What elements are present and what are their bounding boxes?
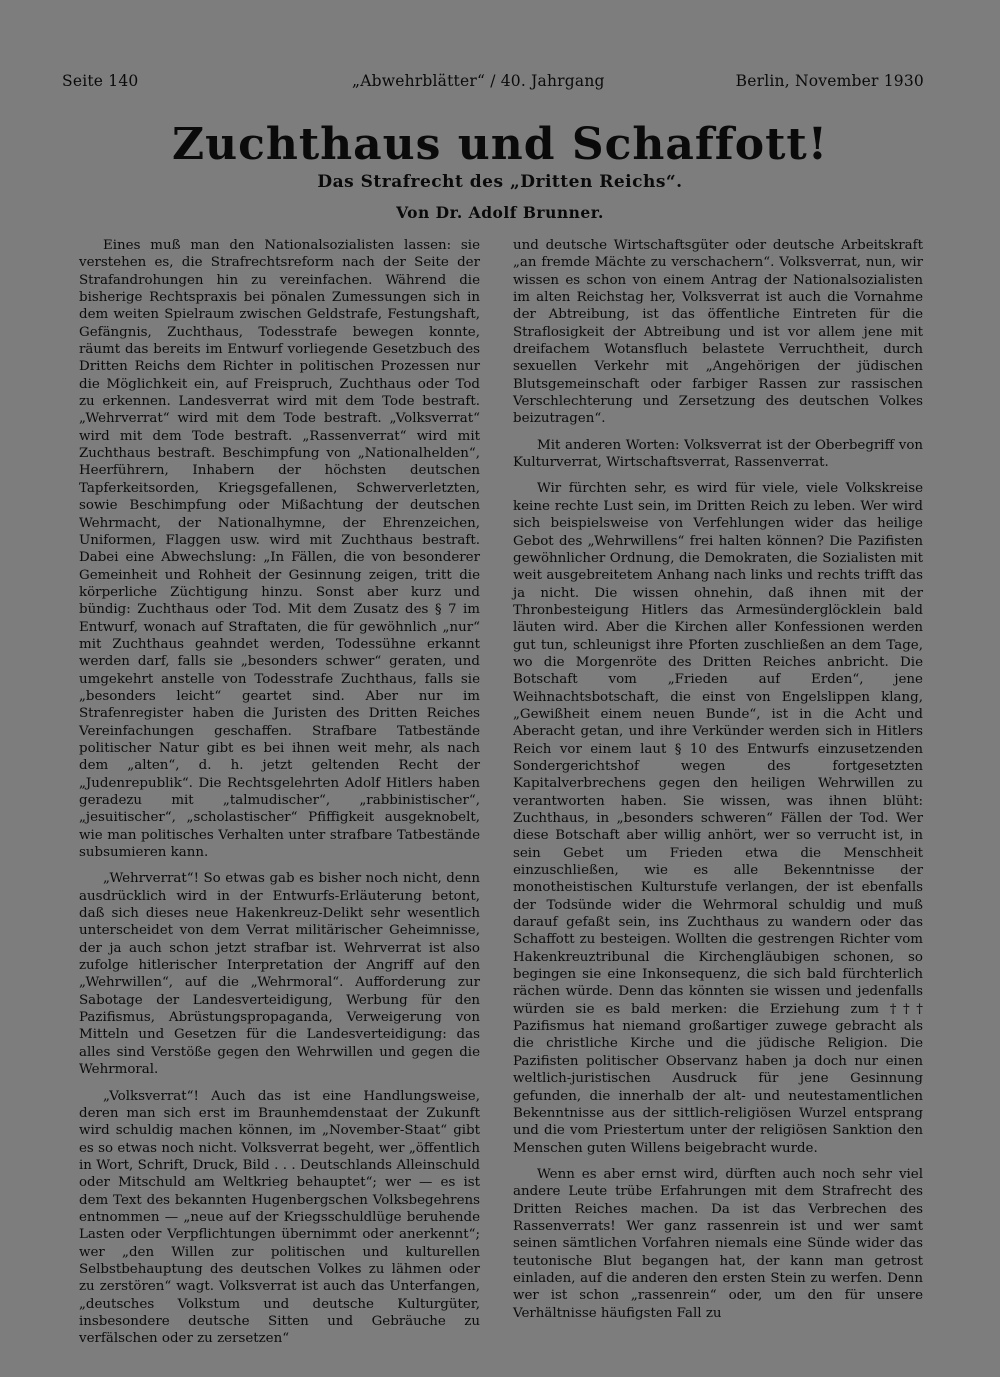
article-byline: Von Dr. Adolf Brunner.: [396, 203, 604, 222]
paragraph: Wenn es aber ernst wird, dürften auch noch sehr viel andere Leute trübe Erfahrungen mit dem Strafrecht des Dritten Reiches machen. Da ist das Verbrechen des Rassenverrats! Wer ganz rassenrein ist und wer samt seinen sämtlichen Vorfahren niemals eine Sünde wider das teutonische Blut begangen hat, der kann man getrost einladen, auf die anderen den ersten Stein zu werfen. Denn wer ist schon „rassenrein“ oder, um den für unsere Verhältnisse häufigsten Fall zu: [513, 1166, 923, 1321]
paragraph: Eines muß man den Nationalsozialisten lassen: sie verstehen es, die Strafrechtsreform nach der Seite der Strafandrohungen hin zu vereinfachen. Während die bisherige Rechtspraxis bei pönalen Zumessungen sich in dem weiten Spielraum zwischen Geldstrafe, Festungshaft, Gefängnis, Zuchthaus, Todesstrafe bewegen konnte, räumt das bereits im Entwurf vorliegende Gesetzbuch des Dritten Reichs dem Richter in politischen Prozessen nur die Möglichkeit ein, auf Freispruch, Zuchthaus oder Tod zu erkennen. Landesverrat wird mit dem Tode bestraft. „Wehrverrat“ wird mit dem Tode bestraft. „Volksverrat“ wird mit dem Tode bestraft. „Rassenverrat“ wird mit Zuchthaus bestraft. Beschimpfung von „Nationalhelden“, Heerführern, Inhabern der höchsten deutschen Tapferkeitsorden, Kriegsgefallenen, Schwerverletzten, sowie Beschimpfung oder Mißachtung der deutschen Wehrmacht, der Nationalhymne, der Ehrenzeichen, Uniformen, Flaggen usw. wird mit Zuchthaus bestraft. Dabei eine Abwechslung: „In Fällen, die von besonderer Gemeinheit und Rohheit der Gesinnung zeigen, tritt die körperliche Züchtigung hinzu. Sonst aber kurz und bündig: Zuchthaus oder Tod. Mit dem Zusatz des § 7 im Entwurf, wonach auf Straftaten, die für gewöhnlich „nur“ mit Zuchthaus geahndet werden, Todessühne erkannt werden darf, falls sie „besonders schwer“ geraten, und umgekehrt anstelle von Todesstrafe Zuchthaus, falls sie „besonders leicht“ geartet sind. Aber nur im Strafenregister haben die Juristen des Dritten Reiches Vereinfachungen geschaffen. Strafbare Tatbestände politischer Natur gibt es bei ihnen weit mehr, als nach dem „alten“, d. h. jetzt geltenden Recht der „Judenrepublik“. Die Rechtsgelehrten Adolf Hitlers haben geradezu mit „talmudischer“, „rabbinistischer“, „jesuitischer“, „scholastischer“ Pfiffigkeit ausgeknobelt, wie man politisches Verhalten unter strafbare Tatbestände subsumieren kann.: [79, 238, 480, 861]
article-title: Zuchthaus und Schaffott!: [171, 119, 829, 170]
right-column: [513, 237, 923, 1331]
paragraph: „Wehrverrat“! So etwas gab es bisher noch nicht, denn ausdrücklich wird in der Entwurfs-Erläuterung betont, daß sich dieses neue Hakenkreuz-Delikt sehr wesentlich unterscheidet von dem Verrat militärischer Geheimnisse, der ja auch schon jetzt strafbar ist. Wehrverrat ist also zufolge hitlerischer Interpretation der Angriff auf den „Wehrwillen“, auf die „Wehrmoral“. Aufforderung zur Sabotage der Landesverteidigung, Werbung für den Pazifismus, Abrüstungspropaganda, Verweigerung von Mitteln und Gesetzen für die Landesverteidigung: das alles sind Verstöße gegen den Wehrwillen und gegen die Wehrmoral.: [79, 871, 480, 1078]
paragraph: Wir fürchten sehr, es wird für viele, viele Volkskreise keine rechte Lust sein, im Dritten Reich zu leben. Wer wird sich beispielsweise von Verfehlungen wider das heilige Gebot des „Wehrwillens“ frei halten können? Die Pazifisten gewöhnlicher Ordnung, die Demokraten, die Sozialisten mit weit ausgebreitetem Anhang nach links und rechts trifft das ja nicht. Die wissen ohnehin, daß ihnen mit der Thronbesteigung Hitlers das Armesünderglöcklein bald läuten wird. Aber die Kirchen aller Konfessionen werden gut tun, schleunigst ihre Pforten zuschließen an dem Tage, wo die Morgenröte des Dritten Reiches anbricht. Die Botschaft vom „Frieden auf Erden“, jene Weihnachtsbotschaft, die einst von Engelslippen klang, „Gewißheit einem neuen Bunde“, ist in die Acht und Aberacht getan, und ihre Verkünder werden sich in Hitlers Reich vor einem laut § 10 des Entwurfs einzusetzenden Sondergerichtshof wegen des fortgesetzten Kapitalverbrechens gegen den heiligen Wehrwillen zu verantworten haben. Sie wissen, was ihnen blüht: Zuchthaus, in „besonders schweren“ Fällen der Tod. Wer diese Botschaft aber willig anhört, wer so verrucht ist, in sein Gebet um Frieden etwa die Menschheit einzuschließen, wie es alle Bekenntnisse der monotheistischen Kulturstufe verlangen, der ist ebenfalls der Todsünde wider die Wehrmoral schuldig und muß darauf gefaßt sein, ins Zuchthaus zu wandern oder das Schaffott zu besteigen. Wollten die gestrengen Richter vom Hakenkreuztribunal die Kirchengläubigen schonen, so begingen sie eine Inkonsequenz, die sich bald fürchterlich rächen würde. Denn das könnten sie wissen und jedenfalls würden sie es bald merken: die Erziehung zum ††† Pazifismus hat niemand großartiger zuwege gebracht als die christliche Kirche und die jüdische Religion. Die Pazifisten politischer Observanz haben ja doch nur einen weltlich-juristischen Ausdruck für jene Gesinnung gefunden, die innerhalb der alt- und neutestamentlichen Bekenntnisse aus der sittlich-religiösen Wurzel entsprang und die vom Priestertum unter der religiösen Sanktion den Menschen guten Willens beigebracht wurde.: [513, 481, 923, 1156]
page-number: Seite 140: [62, 72, 139, 90]
left-column: [79, 237, 480, 1357]
article-subtitle: Das Strafrecht des „Dritten Reichs“.: [317, 172, 683, 192]
journal-volume: „Abwehrblätter“ / 40. Jahrgang: [352, 72, 605, 90]
running-head: [62, 72, 924, 96]
paragraph: „Volksverrat“! Auch das ist eine Handlungsweise, deren man sich erst im Braunhemdenstaat der Zukunft wird schuldig machen können, im „November-Staat“ gibt es so etwas noch nicht. Volksverrat begeht, wer „öffentlich in Wort, Schrift, Druck, Bild . . . Deutschlands Alleinschuld oder Mitschuld am Weltkrieg behauptet“; wer — es ist dem Text des bekannten Hugenbergschen Volksbegehrens entnommen — „neue auf der Kriegsschuldlüge beruhende Lasten oder Verpflichtungen übernimmt oder anerkennt“; wer „den Willen zur politischen und kulturellen Selbstbehauptung des deutschen Volkes zu lähmen oder zu zerstören“ wagt. Volksverrat ist auch das Unterfangen, „deutsches Volkstum und deutsche Kulturgüter, insbesondere deutsche Sitten und Gebräuche zu verfälschen oder zu zersetzen“: [79, 1088, 480, 1347]
paragraph: und deutsche Wirtschaftsgüter oder deutsche Arbeitskraft „an fremde Mächte zu verschachern“. Volksverrat, nun, wir wissen es schon von einem Antrag der Nationalsozialisten im alten Reichstag her, Volksverrat ist auch die Vornahme der Abtreibung, ist das öffentliche Eintreten für die Straflosigkeit der Abtreibung und ist vor allem jene mit dreifachem Wotansfluch belastete Verruchtheit, durch sexuellen Verkehr mit „Angehörigen der jüdischen Blutsgemeinschaft oder farbiger Rassen zur rassischen Verschlechterung und Zersetzung des deutschen Volkes beizutragen“.: [513, 238, 923, 427]
place-date: Berlin, November 1930: [735, 72, 924, 90]
paragraph: Mit anderen Worten: Volksverrat ist der Oberbegriff von Kulturverrat, Wirtschaftsverrat, Rassenverrat.: [513, 437, 923, 471]
